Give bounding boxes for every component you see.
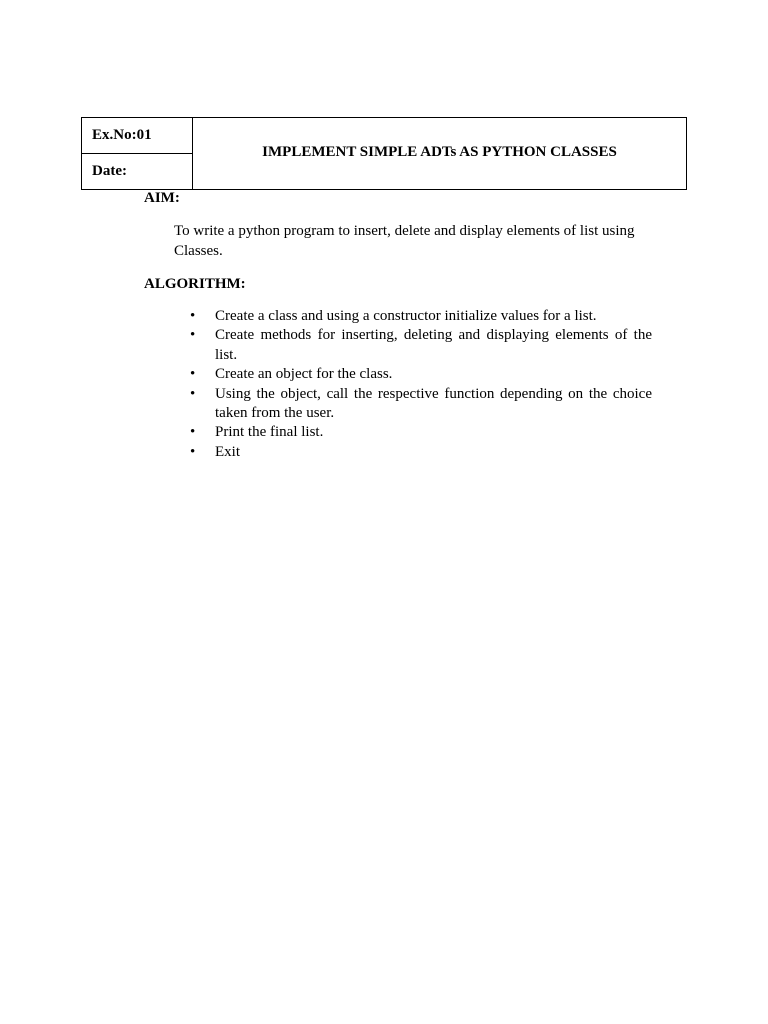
- algorithm-step: [188, 423, 652, 442]
- algorithm-step-text: Print the final list.: [215, 424, 324, 441]
- aim-heading: AIM:: [144, 190, 180, 206]
- bullet-icon: •: [190, 366, 196, 383]
- algorithm-step-text: Create an object for the class.: [215, 366, 393, 383]
- bullet-icon: •: [190, 308, 196, 324]
- algorithm-heading: ALGORITHM:: [144, 276, 246, 292]
- algorithm-step: [188, 443, 652, 462]
- header-table: [81, 117, 687, 190]
- algorithm-step-text: Create methods for inserting, deleting and displaying elements of the list.: [215, 327, 652, 363]
- algorithm-step-text: Using the object, call the respective function depending on the choice taken from the user.: [215, 385, 652, 422]
- bullet-icon: •: [190, 327, 196, 344]
- algorithm-step: [188, 307, 652, 326]
- header-left-column: [82, 118, 193, 189]
- algorithm-step-text: Exit: [215, 443, 240, 460]
- algorithm-step: [188, 326, 652, 365]
- bullet-icon: •: [190, 443, 196, 460]
- bullet-icon: •: [190, 385, 196, 402]
- algorithm-step-text: Create a class and using a constructor initialize values for a list.: [215, 308, 597, 324]
- algorithm-steps-list: [188, 307, 652, 462]
- bullet-icon: •: [190, 424, 196, 441]
- date-cell: Date:: [82, 153, 192, 189]
- ex-no-cell: Ex.No:01: [92, 127, 152, 143]
- aim-text: To write a python program to insert, delete and display elements of list using Classes.: [174, 223, 635, 259]
- exercise-title: IMPLEMENT SIMPLE ADTs AS PYTHON CLASSES: [262, 144, 617, 160]
- algorithm-step: [188, 385, 652, 424]
- algorithm-step: [188, 365, 652, 384]
